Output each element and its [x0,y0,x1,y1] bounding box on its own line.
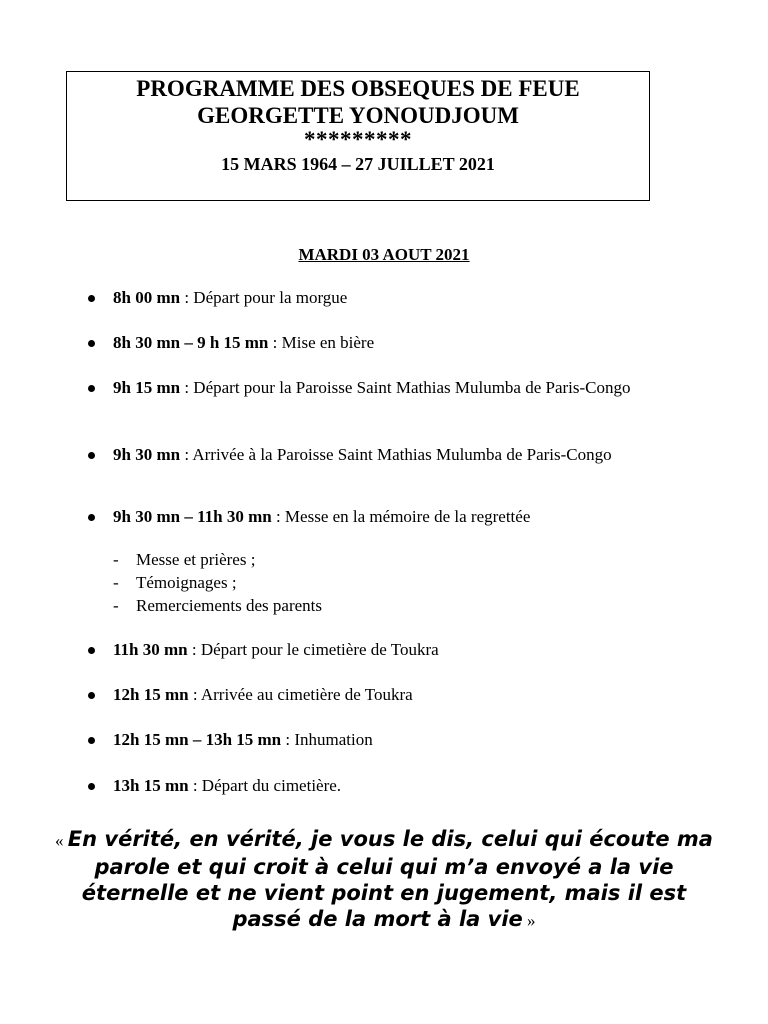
schedule-text: : Inhumation [281,730,373,749]
schedule-time: 8h 00 mn [113,288,181,307]
mass-detail-item [113,595,322,617]
schedule-text: : Arrivée au cimetière de Toukra [188,685,413,704]
day-heading: MARDI 03 AOUT 2021 [298,245,470,264]
scripture-quote [50,826,718,934]
schedule-item [113,444,693,466]
title-box [66,71,650,201]
schedule-text: : Mise en bière [268,333,375,352]
bullet-icon [86,729,98,741]
bullet-icon [86,287,98,299]
schedule-text: : Arrivée à la Paroisse Saint Mathias Mulumba de Paris-Congo [180,445,612,464]
schedule-time: 9h 30 mn – 11h 30 mn [113,507,272,526]
mass-detail-text: Remerciements des parents [136,596,322,615]
schedule-item [113,729,693,751]
schedule-text: : Départ pour la Paroisse Saint Mathias Mulumba de Paris-Congo [180,378,631,397]
schedule-time: 9h 30 mn [113,445,181,464]
schedule-time: 9h 15 mn [113,378,181,397]
schedule-item [113,775,693,797]
schedule-text: : Départ pour le cimetière de Toukra [187,640,439,659]
dash-marker: - [113,596,119,615]
mass-detail-item [113,549,255,571]
dash-marker: - [113,573,119,592]
mass-detail-text: Messe et prières ; [136,550,256,569]
life-dates: 15 MARS 1964 – 27 JUILLET 2021 [221,154,495,174]
bullet-icon [86,506,98,518]
bullet-icon [86,377,98,389]
title-line-1: PROGRAMME DES OBSEQUES DE FEUE [136,76,580,101]
schedule-item [113,377,693,399]
schedule-time: 11h 30 mn [113,640,188,659]
quote-open-mark: « [55,831,68,850]
bullet-icon [86,684,98,696]
schedule-item [113,332,693,354]
schedule-text: : Messe en la mémoire de la regrettée [271,507,531,526]
mass-detail-text: Témoignages ; [136,573,237,592]
schedule-item [113,287,693,309]
bullet-icon [86,332,98,344]
mass-detail-item [113,572,237,594]
bullet-icon [86,775,98,787]
bullet-icon [86,444,98,456]
schedule-time: 12h 15 mn [113,685,189,704]
title-line-2: GEORGETTE YONOUDJOUM [197,103,519,128]
bullet-icon [86,639,98,651]
schedule-item [113,684,693,706]
schedule-text: : Départ du cimetière. [188,776,342,795]
schedule-text: : Départ pour la morgue [180,288,348,307]
schedule-item [113,639,693,661]
schedule-time: 13h 15 mn [113,776,189,795]
title-separator: ********* [304,127,412,152]
schedule-time: 8h 30 mn – 9 h 15 mn [113,333,269,352]
quote-text: En vérité, en vérité, je vous le dis, celui qui écoute ma parole et qui croit à celui qui m’a envoyé a la vie éternelle et ne vient point en jugement, mais il est passé de la mort à la vie [67,827,713,931]
schedule-item [113,506,693,528]
schedule-time: 12h 15 mn – 13h 15 mn [113,730,282,749]
quote-close-mark: » [522,911,536,930]
dash-marker: - [113,550,119,569]
